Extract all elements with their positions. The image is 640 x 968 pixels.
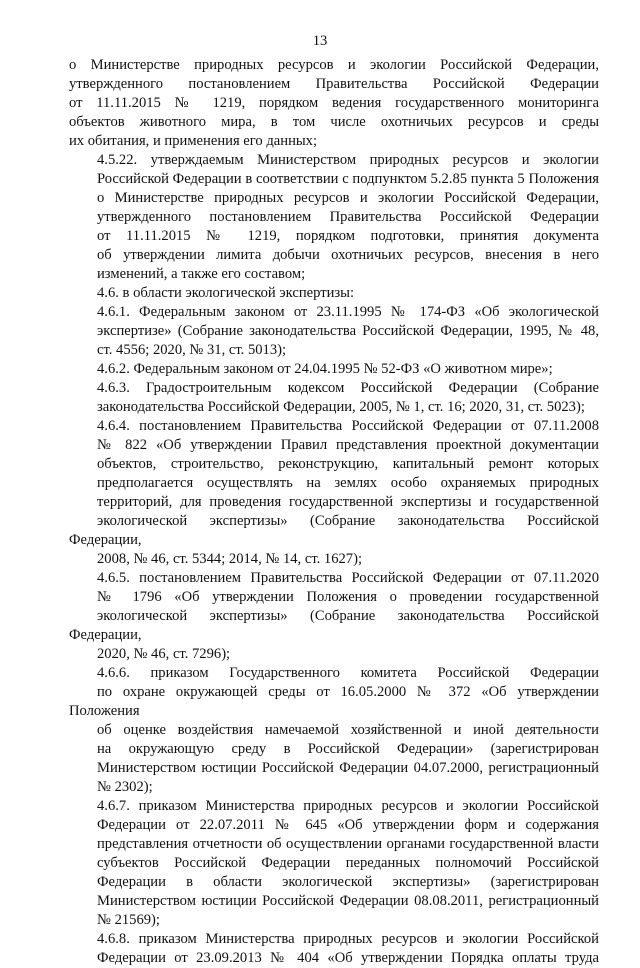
text-line: 4.6.7. приказом Министерства природных ресурсов и экологии Российской — [97, 798, 599, 814]
text-line: ст. 4556; 2020, № 31, ст. 5013); — [97, 342, 287, 358]
text-line: территорий, для проведения государственной экспертизы и государственной — [97, 494, 599, 510]
text-line: 4.6.5. постановлением Правительства Российской Федерации от 07.11.2020 — [97, 570, 599, 586]
text-line: 4.6.2. Федеральным законом от 24.04.1995 № 52-ФЗ «О животном мире»; — [97, 361, 553, 377]
text-line: изменений, а также его составом; — [97, 266, 306, 282]
text-line: 4.6. в области экологической экспертизы: — [97, 285, 355, 301]
text-line: Российской Федерации в соответствии с подпунктом 5.2.85 пункта 5 Положения — [97, 171, 599, 187]
text-line: Министерством юстиции Российской Федерации 08.08.2011, регистрационный — [97, 893, 599, 909]
text-line: Министерством юстиции Российской Федерации 04.07.2000, регистрационный — [97, 760, 599, 776]
text-line: объектов, строительство, реконструкцию, капитальный ремонт которых — [97, 456, 599, 472]
text-line: Федерации в области экологической экспертизы» (зарегистрирован — [97, 874, 599, 890]
text-line: утвержденного постановлением Правительства Российской Федерации — [69, 76, 599, 92]
text-line: 4.6.8. приказом Министерства природных ресурсов и экологии Российской — [97, 931, 599, 947]
text-line: экспертизе» (Собрание законодательства Российской Федерации, 1995, № 48, — [97, 323, 599, 339]
text-line: об утверждении лимита добычи охотничьих ресурсов, внесения в него — [97, 247, 599, 263]
text-line: № 2302); — [97, 779, 153, 795]
text-line: представления отчетности об осуществлении органами государственной власти — [97, 836, 599, 852]
paragraph-p7 — [69, 417, 599, 569]
paragraph-p3 — [69, 284, 599, 303]
text-line: субъектов Российской Федерации переданных полномочий Российской — [97, 855, 599, 871]
text-line: о Министерстве природных ресурсов и экологии Российской Федерации, — [97, 190, 599, 206]
paragraph-p4 — [69, 303, 599, 360]
text-line: их обитания, и применения его данных; — [69, 133, 318, 149]
text-line: Федерации от 23.09.2013 № 404 «Об утверждении Порядка оплаты труда — [97, 950, 599, 966]
text-line: № 822 «Об утверждении Правил представления проектной документации — [97, 437, 599, 453]
text-line: от 11.11.2015 № 1219, порядком ведения государственного мониторинга — [69, 95, 599, 111]
text-line: о Министерстве природных ресурсов и экологии Российской Федерации, — [69, 57, 599, 73]
text-line: на окружающую среду в Российской Федерации» (зарегистрирован — [97, 741, 599, 757]
document-body — [69, 56, 599, 968]
text-line: № 1796 «Об утверждении Положения о проведении государственной — [97, 589, 599, 605]
text-line: утвержденного постановлением Правительства Российской Федерации — [97, 209, 599, 225]
text-line: по охране окружающей среды от 16.05.2000 № 372 «Об утверждении Положения — [69, 684, 599, 719]
text-line: 4.6.6. приказом Государственного комитета Российской Федерации — [97, 665, 599, 681]
paragraph-p10 — [69, 797, 599, 930]
text-line: объектов животного мира, в том числе охотничьих ресурсов и среды — [69, 114, 599, 130]
text-line: 2008, № 46, ст. 5344; 2014, № 14, ст. 1627); — [97, 551, 362, 567]
text-line: законодательства Российской Федерации, 2005, № 1, ст. 16; 2020, 31, ст. 5023); — [97, 399, 585, 415]
text-line: 2020, № 46, ст. 7296); — [97, 646, 231, 662]
page-number: 13 — [312, 33, 328, 49]
paragraph-p1 — [69, 56, 599, 151]
paragraph-p2 — [69, 151, 599, 284]
text-line: от 11.11.2015 № 1219, порядком подготовки, принятия документа — [97, 228, 599, 244]
text-line: 4.5.22. утверждаемым Министерством природных ресурсов и экологии — [97, 152, 599, 168]
paragraph-p11 — [69, 930, 599, 968]
text-line: 4.6.3. Градостроительным кодексом Российской Федерации (Собрание — [97, 380, 599, 396]
paragraph-p5 — [69, 360, 599, 379]
text-line: 4.6.4. постановлением Правительства Российской Федерации от 07.11.2008 — [97, 418, 599, 434]
text-line: предполагается осуществлять на землях особо охраняемых природных — [97, 475, 599, 491]
paragraph-p6 — [69, 379, 599, 417]
text-line: об оценке воздействия намечаемой хозяйственной и иной деятельности — [97, 722, 599, 738]
paragraph-p8 — [69, 569, 599, 664]
text-line: экологической экспертизы» (Собрание законодательства Российской Федерации, — [69, 513, 599, 548]
text-line: Федерации от 22.07.2011 № 645 «Об утверждении форм и содержания — [97, 817, 599, 833]
paragraph-p9 — [69, 664, 599, 797]
text-line: 4.6.1. Федеральным законом от 23.11.1995 № 174-ФЗ «Об экологической — [97, 304, 599, 320]
text-line: экологической экспертизы» (Собрание законодательства Российской Федерации, — [69, 608, 599, 643]
text-line: № 21569); — [97, 912, 160, 928]
